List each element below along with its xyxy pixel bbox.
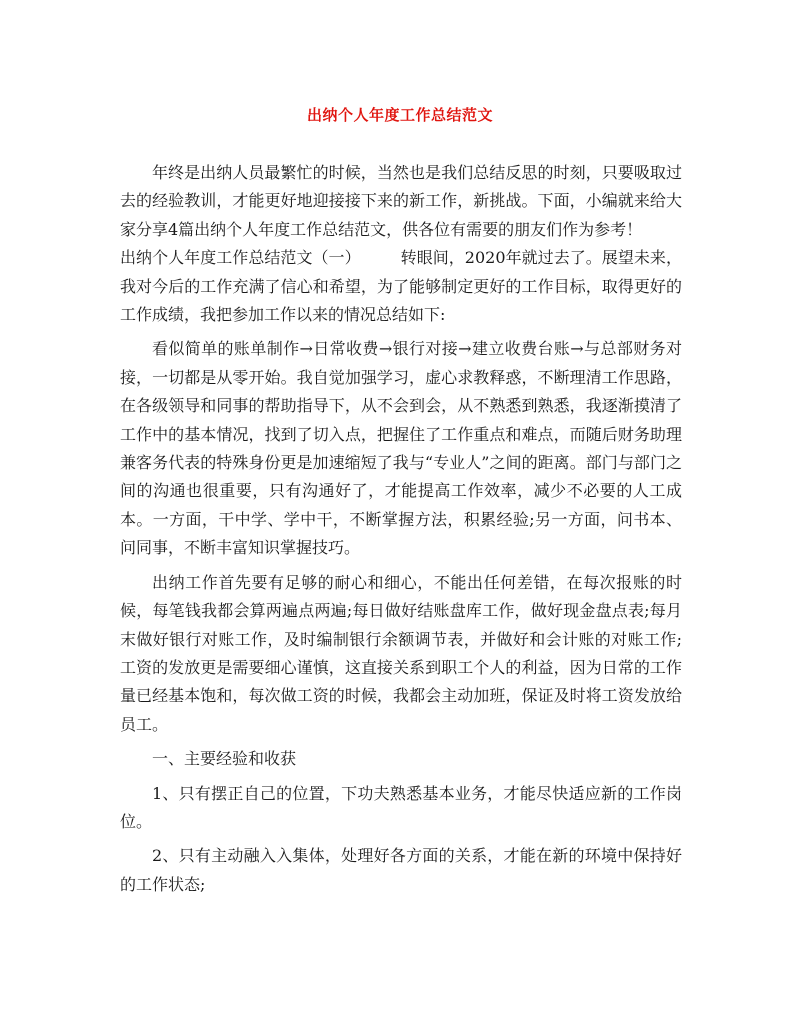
section-intro bbox=[120, 244, 682, 329]
experience-item-2: 2、只有主动融入入集体，处理好各方面的关系，才能在新的环境中保持好的工作状态; bbox=[120, 846, 682, 894]
duties-paragraph: 出纳工作首先要有足够的耐心和细心，不能出任何差错，在每次报账的时候，每笔钱我都会算两遍点两遍;每日做好结账盘库工作，做好现金盘点表;每月末做好银行对账工作，及时编制银行余额调节表，并做好和会计账的对账工作;工资的发放更是需要细心谨慎，这直接关系到职工个人的利益，因为日常的工作量已经基本饱和，每次做工资的时候，我都会主动加班，保证及时将工资发放给员工。 bbox=[120, 572, 682, 734]
document-title: 出纳个人年度工作总结范文 bbox=[306, 106, 493, 124]
intro-paragraph: 年终是出纳人员最繁忙的时候，当然也是我们总结反思的时刻，只要吸取过去的经验教训，才能更好地迎接接下来的新工作，新挑战。下面，小编就来给大家分享4篇出纳个人年度工作总结范文，供各位有需要的朋友们作为参考！ bbox=[120, 163, 682, 239]
process-paragraph: 看似简单的账单制作→日常收费→银行对接→建立收费台账→与总部财务对接，一切都是从零开始。我自觉加强学习，虚心求教释惑，不断理清工作思路，在各级领导和同事的帮助指导下，从不会到会，从不熟悉到熟悉，我逐渐摸清了工作中的基本情况，找到了切入点，把握住了工作重点和难点，而随后财务助理兼客务代表的特殊身份更是加速缩短了我与“专业人”之间的距离。部门与部门之间的沟通也很重要，只有沟通好了，才能提高工作效率，减少不必要的人工成本。一方面，干中学、学中干，不断掌握方法，积累经验;另一方面，问书本、问同事，不断丰富知识掌握技巧。 bbox=[120, 339, 682, 558]
section-text: 转眼间，2020年就过去了。展望未来，我对今后的工作充满了信心和希望，为了能够制定更好的工作目标，取得更好的工作成绩，我把参加工作以来的情况总结如下: bbox=[120, 248, 682, 325]
section-heading: 出纳个人年度工作总结范文（一） bbox=[120, 248, 361, 268]
document-body bbox=[120, 159, 682, 899]
experience-heading: 一、主要经验和收获 bbox=[152, 749, 297, 769]
experience-item-1: 1、只有摆正自己的位置，下功夫熟悉基本业务，才能尽快适应新的工作岗位。 bbox=[120, 783, 682, 831]
